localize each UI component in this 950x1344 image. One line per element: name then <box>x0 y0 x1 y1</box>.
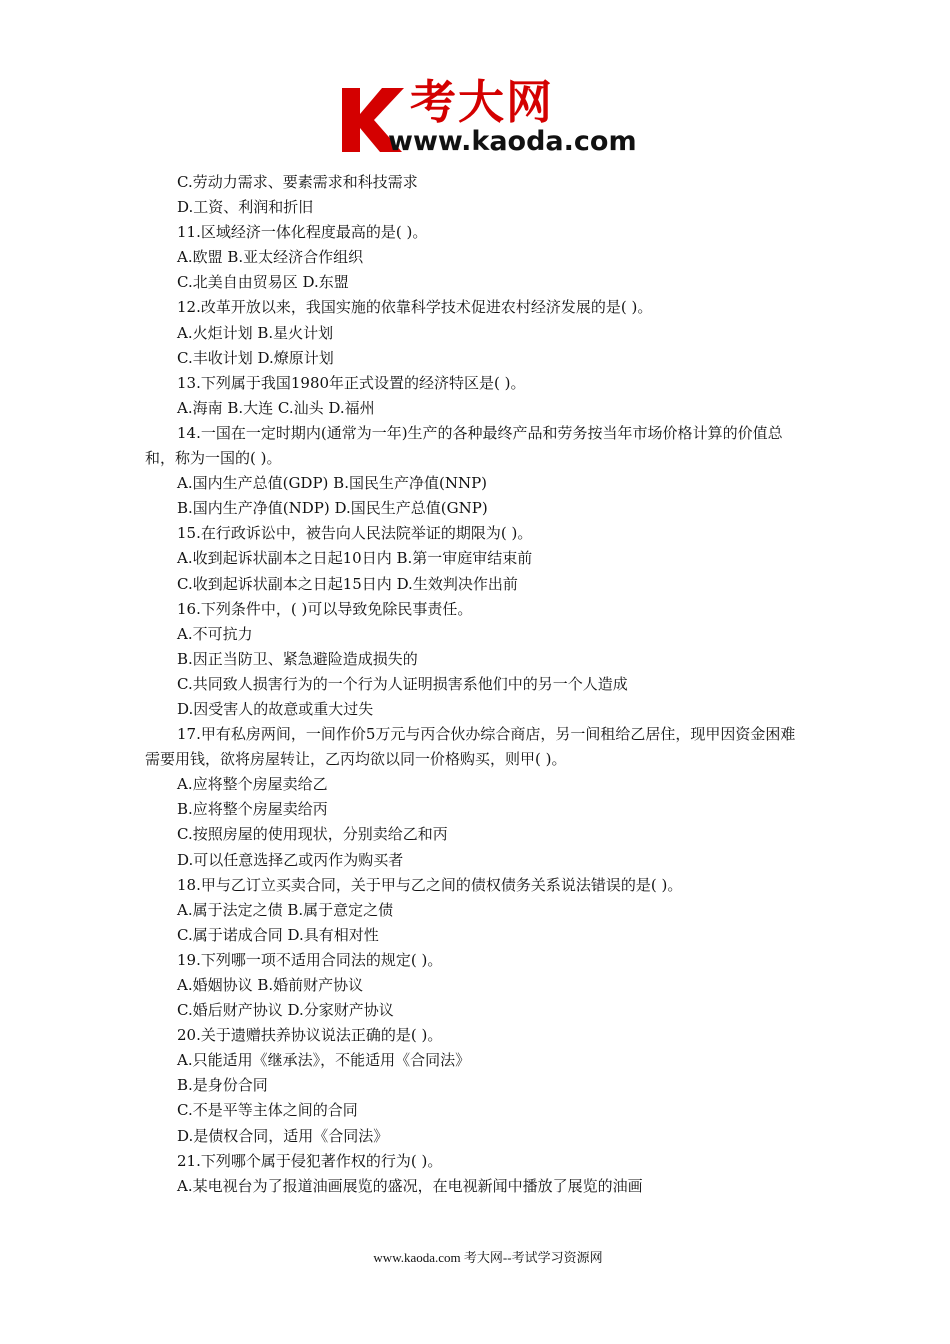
text-line: D.工资、利润和折旧 <box>177 198 314 217</box>
option-line: C.共同致人损害行为的一个行为人证明损害系他们中的另一个人造成 <box>177 674 628 693</box>
question-line: 19.下列哪一项不适用合同法的规定( )。 <box>177 950 443 969</box>
option-line: A.火炬计划 B.星火计划 <box>177 323 334 342</box>
logo-chinese-text: 考大网 <box>410 75 554 129</box>
question-line: 18.甲与乙订立买卖合同，关于甲与乙之间的债权债务关系说法错误的是( )。 <box>177 875 683 894</box>
question-line: 16.下列条件中，( )可以导致免除民事责任。 <box>177 599 473 618</box>
question-line: 20.关于遗赠扶养协议说法正确的是( )。 <box>177 1026 443 1045</box>
question-content <box>145 170 810 1199</box>
option-line: A.海南 B.大连 C.汕头 D.福州 <box>177 398 375 417</box>
option-line: A.收到起诉状副本之日起10日内 B.第一审庭审结束前 <box>177 549 533 568</box>
option-line: B.应将整个房屋卖给丙 <box>177 800 328 819</box>
option-line: A.国内生产总值(GDP) B.国民生产净值(NNP) <box>177 474 488 493</box>
option-line: A.只能适用《继承法》，不能适用《合同法》 <box>177 1051 471 1070</box>
option-line: A.某电视台为了报道油画展览的盛况，在电视新闻中播放了展览的油画 <box>177 1176 643 1195</box>
question-line: 21.下列哪个属于侵犯著作权的行为( )。 <box>177 1151 443 1170</box>
option-line: C.按照房屋的使用现状，分别卖给乙和丙 <box>177 825 448 844</box>
option-line: B.是身份合同 <box>177 1076 268 1095</box>
question-line: 11.区域经济一体化程度最高的是( )。 <box>177 223 428 242</box>
text-line: C.劳动力需求、要素需求和科技需求 <box>177 173 418 191</box>
page-footer: www.kaoda.com 考大网--考试学习资源网 <box>373 1250 603 1265</box>
option-line: C.收到起诉状副本之日起15日内 D.生效判决作出前 <box>177 574 518 593</box>
option-line: A.欧盟 B.亚太经济合作组织 <box>177 248 364 267</box>
question-paragraph: 17.甲有私房两间，一间作价5万元与丙合伙办综合商店，另一间租给乙居住，现甲因资金困难需要用钱，欲将房屋转让，乙丙均欲以同一价格购买，则甲( )。 <box>145 725 796 769</box>
question-line: 13.下列属于我国1980年正式设置的经济特区是( )。 <box>177 373 526 392</box>
question-line: 12.改革开放以来，我国实施的依靠科学技术促进农村经济发展的是( )。 <box>177 298 653 317</box>
option-line: A.婚姻协议 B.婚前财产协议 <box>177 976 364 994</box>
option-line: C.属于诺成合同 D.具有相对性 <box>177 925 379 944</box>
option-line: C.丰收计划 D.燎原计划 <box>177 348 334 367</box>
option-line: A.不可抗力 <box>177 624 253 643</box>
option-line: D.可以任意选择乙或丙作为购买者 <box>177 850 404 869</box>
option-line: D.因受害人的故意或重大过失 <box>177 699 374 718</box>
option-line: D.是债权合同，适用《合同法》 <box>177 1126 389 1145</box>
option-line: B.国内生产净值(NDP) D.国民生产总值(GNP) <box>177 499 488 518</box>
option-line: C.北美自由贸易区 D.东盟 <box>177 273 349 292</box>
option-line: C.不是平等主体之间的合同 <box>177 1101 358 1120</box>
option-line: C.婚后财产协议 D.分家财产协议 <box>177 1001 394 1020</box>
question-line: 15.在行政诉讼中，被告向人民法院举证的期限为( )。 <box>177 524 533 543</box>
logo-url-text: www.kaoda.com <box>388 126 637 157</box>
kaoda-logo <box>338 76 658 160</box>
option-line: A.应将整个房屋卖给乙 <box>177 775 328 794</box>
option-line: A.属于法定之债 B.属于意定之债 <box>177 900 394 919</box>
question-paragraph: 14.一国在一定时期内(通常为一年)生产的各种最终产品和劳务按当年市场价格计算的价值总和，称为一国的( )。 <box>145 423 783 468</box>
option-line: B.因正当防卫、紧急避险造成损失的 <box>177 649 418 668</box>
